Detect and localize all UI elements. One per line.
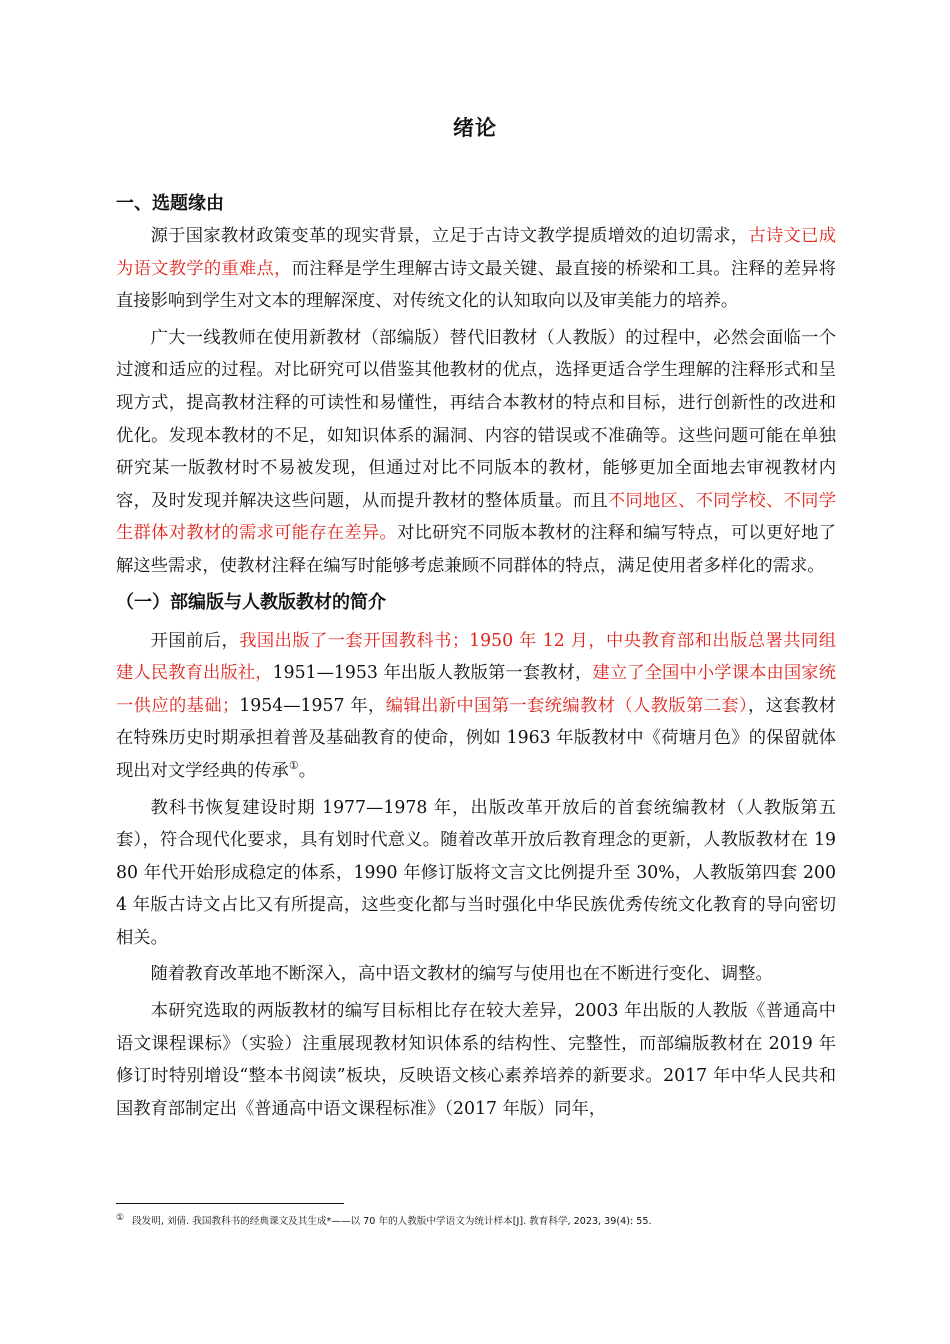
paragraph-history-1: [116, 625, 836, 788]
paragraph-history-2: 教科书恢复建设时期 1977—1978 年，出版改革开放后的首套统编教材（人教版第五套），符合现代化要求，具有划时代意义。随着改革开放后教育理念的更新，人教版教材在 1980 年代开始形成稳定的体系，1990 年修订版将文言文比例提升至 30%，人教版第四套 2004 年版古诗文占比又有所提高，这些变化都与当时强化中华民族优秀传统文化教育的导向密切相关。: [116, 797, 836, 948]
text-run: 而注释是学生理解古诗文最关键、最直接的桥梁和工具。注释的差异将直接影响到学生对文本的理解深度、对传统文化的认知取向以及审美能力的培养。: [116, 258, 836, 312]
text-run: 源于国家教材政策变革的现实背景，立足于古诗文教学提质增效的迫切需求，: [150, 226, 749, 246]
footnote: [116, 1210, 876, 1230]
text-run: 。: [298, 760, 316, 781]
highlighted-text: 建立了全国中小学课本由国家统一供应的基础；: [116, 663, 836, 716]
highlighted-text: 编辑出新中国第一套统编教材（人教版第二套）: [385, 695, 749, 716]
text-run: 1951—1953 年出版人教版第一套教材，: [272, 663, 593, 684]
footnote-text: 段发明, 刘倩. 我国教科书的经典课文及其生成*——以 70 年的人教版中学语文为统计样本[J]. 教育科学, 2023, 39(4): 55.: [132, 1216, 652, 1228]
highlighted-text: 我国出版了一套开国教科书；1950 年 12 月，中央教育部和出版总署共同组建人民教育出版社，: [116, 630, 836, 684]
text-run: 1954—1957 年，: [239, 695, 386, 716]
paragraph-history-3: 随着教育改革地不断深入，高中语文教材的编写与使用也在不断进行变化、调整。: [150, 964, 773, 985]
highlighted-text: 古诗文已成为语文教学的重难点，: [116, 226, 836, 279]
paragraph-reason-2: [116, 322, 836, 583]
paragraph-reason-1: [116, 220, 836, 318]
footnote-reference[interactable]: ①: [288, 759, 299, 773]
paragraph-history-4: 本研究选取的两版教材的编写目标相比存在较大差异，2003 年出版的人教版《普通高中语文课程课标》（实验）注重展现教材知识体系的结构性、完整性，而部编版教材在 2019 年修订时特别增设“整本书阅读”板块，反映语文核心素养培养的新要求。2017 年中华人民共和国教育部制定出《普通高中语文课程标准》（2017 年版）同年，: [116, 1001, 836, 1119]
document-body: [116, 188, 836, 1129]
text-run: ，这套教材在特殊历史时期承担着普及基础教育的使命，例如 1963 年版教材中《荷塘月色》的保留就体现出对文学经典的传承: [116, 695, 836, 781]
text-run: 广大一线教师在使用新教材（部编版）替代旧教材（人教版）的过程中，必然会面临一个过渡和适应的过程。对比研究可以借鉴其他教材的优点，选择更适合学生理解的注释形式和呈现方式，提高教材注释的可读性和易懂性，再结合本教材的特点和目标，进行创新性的改进和优化。发现本教材的不足，如知识体系的漏洞、内容的错误或不准确等。这些问题可能在单独研究某一版教材时不易被发现，但通过对比不同版本的教材，能够更加全面地去审视教材内容，及时发现并解决这些问题，从而提升教材的整体质量。而且: [116, 327, 836, 511]
page-title: 绪论: [453, 116, 497, 140]
text-run: 开国前后，: [150, 630, 240, 651]
footnote-divider: [116, 1203, 344, 1204]
subsection-heading: （一）部编版与人教版教材的简介: [116, 591, 386, 613]
section-heading: 一、选题缘由: [116, 193, 224, 214]
footnote-mark: ①: [116, 1213, 125, 1223]
highlighted-text: 不同地区、不同学校、不同学生群体对教材的需求可能存在差异。: [116, 490, 836, 544]
text-run: 对比研究不同版本教材的注释和编写特点，可以更好地了解这些需求，使教材注释在编写时能够考虑兼顾不同群体的特点，满足使用者多样化的需求。: [116, 523, 836, 576]
